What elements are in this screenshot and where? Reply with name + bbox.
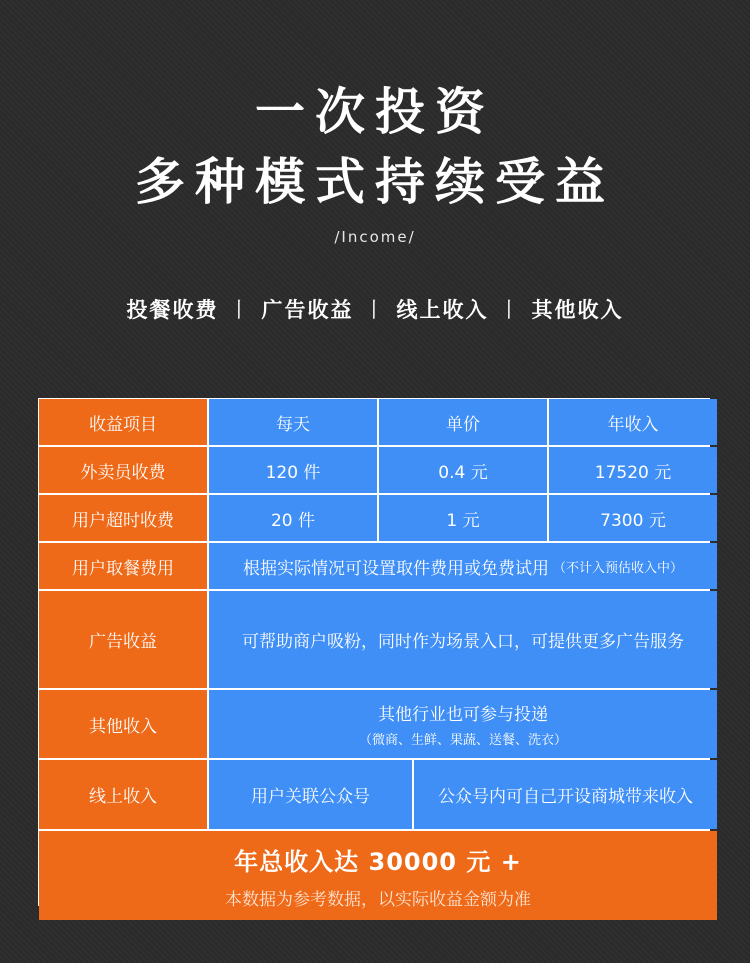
row-label-ads: 广告收益 — [39, 591, 207, 688]
tag-catering-fee: 投餐收费 — [126, 298, 219, 322]
row-label-delivery: 外卖员收费 — [39, 447, 207, 493]
tag-ad-revenue: 广告收益 — [261, 298, 354, 322]
other-note: （微商、生鲜、果蔬、送餐、洗衣） — [358, 733, 567, 748]
row-label-online: 线上收入 — [39, 760, 207, 829]
total-disclaimer: 本数据为参考数据，以实际收益金额为准 — [225, 889, 531, 910]
header-item: 收益项目 — [39, 399, 207, 445]
header-annual: 年收入 — [549, 399, 717, 445]
tag-other-income: 其他收入 — [531, 298, 624, 322]
income-table — [38, 398, 710, 910]
cell-pickup-desc — [209, 543, 717, 589]
pickup-note: （不计入预估收入中） — [552, 560, 683, 576]
tag-online-income: 线上收入 — [396, 298, 489, 322]
cell-delivery-daily: 120 件 — [209, 447, 377, 493]
tag-separator: 丨 — [228, 298, 252, 322]
row-label-other: 其他收入 — [39, 690, 207, 758]
tag-separator: 丨 — [363, 298, 387, 322]
total-income: 年总收入达 30000 元 + — [234, 847, 522, 876]
cell-ads-desc: 可帮助商户吸粉，同时作为场景入口，可提供更多广告服务 — [209, 591, 717, 688]
row-label-pickup: 用户取餐费用 — [39, 543, 207, 589]
cell-delivery-price: 0.4 元 — [379, 447, 547, 493]
cell-online-split — [209, 760, 717, 829]
pickup-text: 根据实际情况可设置取件费用或免费试用 — [242, 558, 549, 579]
title-line-2: 多种模式持续受益 — [135, 153, 615, 211]
tag-separator: 丨 — [498, 298, 522, 322]
cell-overtime-daily: 20 件 — [209, 495, 377, 541]
other-text: 其他行业也可参与投递 — [378, 705, 548, 725]
income-tags — [0, 294, 750, 324]
cell-other-desc — [209, 690, 717, 758]
title-line-1: 一次投资 — [255, 83, 495, 141]
row-label-overtime: 用户超时收费 — [39, 495, 207, 541]
subtitle: /Income/ — [334, 228, 416, 246]
cell-overtime-annual: 7300 元 — [549, 495, 717, 541]
header-unit-price: 单价 — [379, 399, 547, 445]
total-row — [39, 831, 717, 920]
cell-overtime-price: 1 元 — [379, 495, 547, 541]
header-daily: 每天 — [209, 399, 377, 445]
cell-online-left: 用户关联公众号 — [209, 760, 412, 829]
cell-online-right: 公众号内可自己开设商城带来收入 — [414, 760, 717, 829]
cell-delivery-annual: 17520 元 — [549, 447, 717, 493]
